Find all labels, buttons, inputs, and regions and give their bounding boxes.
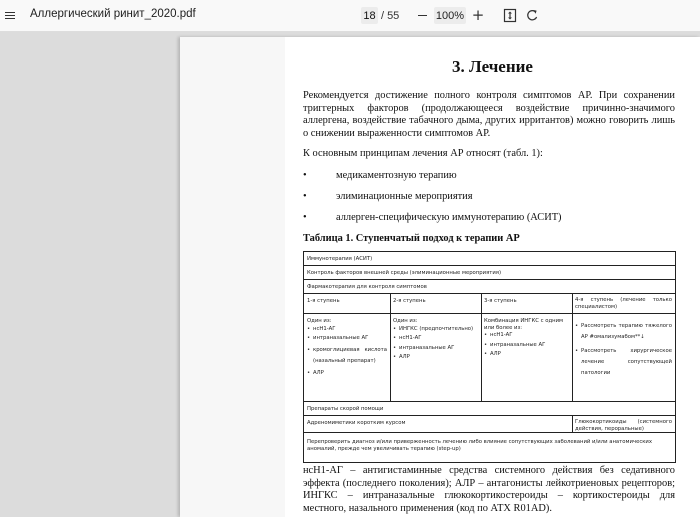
list-item: • интраназальные АГ <box>307 335 387 342</box>
table-row <box>304 402 675 416</box>
table-cell: Фармакотерапия для контроля симптомов <box>307 284 427 290</box>
list-item-text: медикаментозную терапию <box>336 170 457 181</box>
list-item: • ИНГКС (предпочтительно) <box>393 326 478 333</box>
cell-header: Комбинация ИНГКС с одним или более из: <box>484 318 564 331</box>
table-row <box>304 252 675 266</box>
step-header: 2-я ступень <box>393 298 426 304</box>
list-item-text: элиминационные мероприятия <box>336 191 473 202</box>
table-cell: Перепроверить диагноз и/или приверженность лечению либо влияние сопутствующих заболеваний и/или анатомических аномалий, прежде чем увеличивать терапию (step-up) <box>307 439 653 452</box>
table-row <box>304 266 675 280</box>
page-content <box>285 37 700 517</box>
step-2-cell <box>390 316 481 366</box>
list-item: • нсН1-АГ <box>307 326 387 333</box>
page-number-input[interactable]: 18 <box>361 7 378 24</box>
page-total: 55 <box>387 9 400 22</box>
list-item <box>303 170 675 183</box>
table-cell: Иммунотерапия (АСИТ) <box>307 256 373 262</box>
table-divider <box>572 416 573 433</box>
rotate-icon[interactable] <box>524 7 540 24</box>
list-item <box>303 212 675 225</box>
principles-paragraph: К основным принципам лечения АР относят (табл. 1): <box>303 148 543 159</box>
list-item <box>303 191 675 204</box>
cell-header: Один из: <box>307 318 332 324</box>
table-row <box>304 314 675 402</box>
zoom-in-icon[interactable]: + <box>471 6 485 24</box>
list-item: • нсН1-АГ <box>484 332 569 339</box>
step-3-cell <box>481 316 572 363</box>
bullet-icon: • <box>303 191 307 202</box>
page-separator: / <box>381 9 385 22</box>
zoom-level[interactable]: 100% <box>434 7 466 24</box>
list-item: • Рассмотреть терапию тяжелого АР #омализумабом**↓ <box>575 321 672 343</box>
table-cell: Адреномиметики коротким курсом <box>307 420 406 426</box>
pdf-page <box>180 37 700 517</box>
page-navigator <box>361 7 399 24</box>
section-heading: 3. Лечение <box>452 57 533 76</box>
table-divider <box>390 294 391 402</box>
table-row <box>304 280 675 294</box>
list-item: • Рассмотреть хирургическое лечение сопутствующей патологии <box>575 346 672 379</box>
table-cell: Глюкокортикоиды (системного действия, пероральные) <box>575 419 672 432</box>
step-4-cell <box>572 318 675 384</box>
table-cell: Препараты скорой помощи <box>307 406 384 412</box>
list-item-text: аллерген-специфическую иммунотерапию (АСИТ) <box>336 212 562 223</box>
intro-paragraph: Рекомендуется достижение полного контроля симптомов АР. При сохранении триггерных факторов (продолжающееся воздействие причинно-значимого аллергена, воздействие табачного дыма, других ирритантов) можно говорить лишь о снижении выраженности симптомов АР. <box>303 90 675 139</box>
abbreviations-paragraph: нсН1-АГ – антигистаминные средства системного действия без седативного эффекта (последнего поколения); АЛР – антагонисты лейкотриеновых рецепторов; ИНГКС – интраназальные глюкокортикостероиды – кортикостероиды для местного, назального применения (код по АТХ R01AD). <box>303 465 675 514</box>
table-row <box>304 433 675 463</box>
pdf-toolbar <box>0 0 700 32</box>
fit-page-icon[interactable] <box>502 7 518 24</box>
list-item: • АЛР <box>393 354 478 361</box>
table-row <box>304 294 675 314</box>
menu-icon[interactable] <box>2 6 18 24</box>
step-header: 3-я ступень <box>484 298 517 304</box>
list-item: • интраназальные АГ <box>393 345 478 352</box>
list-item: • кромоглициевая кислота (назальный препарат) <box>307 345 387 367</box>
list-item: • нсН1-АГ <box>393 335 478 342</box>
table-divider <box>572 294 573 402</box>
step-header: 1-я ступень <box>307 298 340 304</box>
page-margin <box>180 37 285 517</box>
cell-header: Один из: <box>393 318 418 324</box>
step-1-cell <box>304 316 390 381</box>
document-viewer[interactable] <box>0 32 700 514</box>
document-title: Аллергический ринит_2020.pdf <box>30 8 196 20</box>
table-caption: Таблица 1. Ступенчатый подход к терапии АР <box>303 233 520 244</box>
list-item: • интраназальные АГ <box>484 342 569 349</box>
step-header: 4-я ступень (лечение только специалистом) <box>575 297 672 310</box>
bullet-icon: • <box>303 212 307 223</box>
table-row <box>304 416 675 433</box>
therapy-table <box>303 251 676 463</box>
table-cell: Контроль факторов внешней среды (элиминационные мероприятия) <box>307 270 502 276</box>
list-item: • АЛР <box>307 370 387 377</box>
table-divider <box>481 294 482 402</box>
bullet-icon: • <box>303 170 307 181</box>
zoom-out-icon[interactable] <box>414 7 430 24</box>
list-item: • АЛР <box>484 351 569 358</box>
